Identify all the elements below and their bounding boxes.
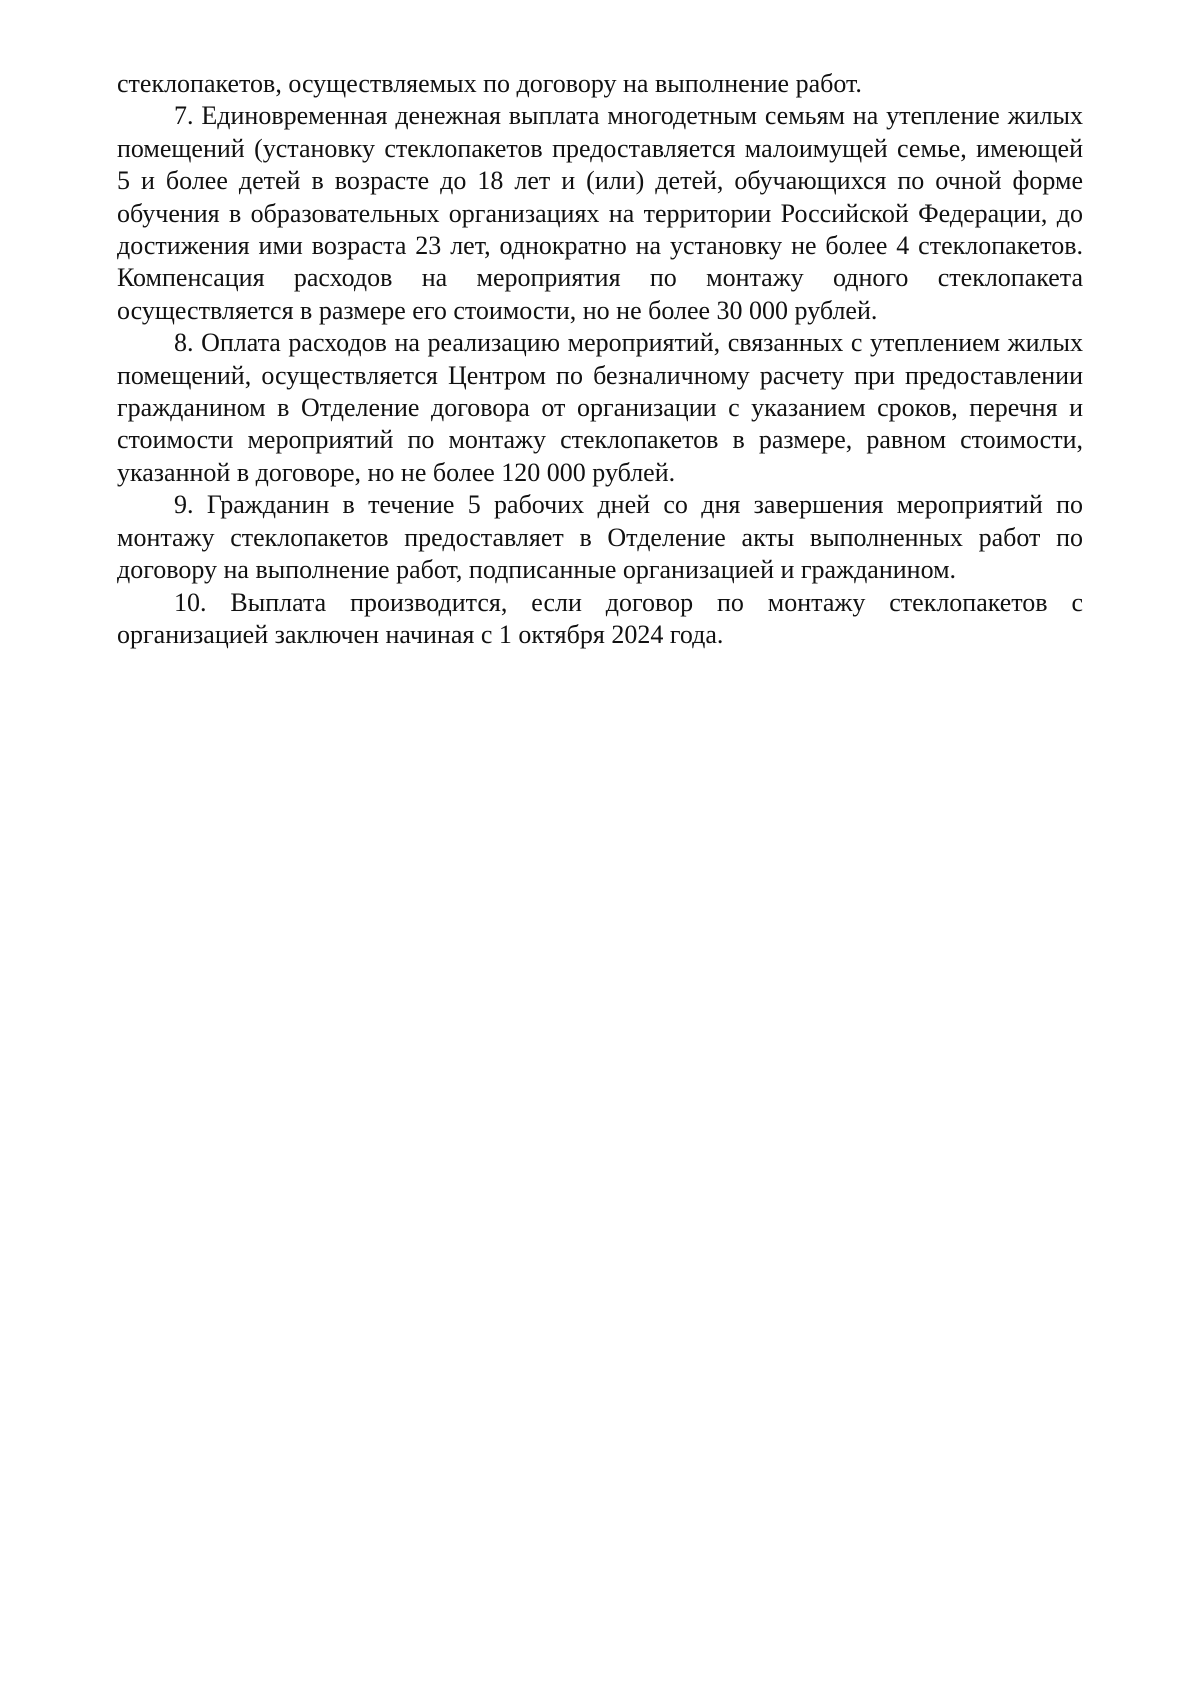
paragraph-text: Гражданин в течение 5 рабочих дней со дня завершения мероприятий по монтажу стеклопакетов предоставляет в Отделение акты выполненных работ по договору на выполнение работ, подписанные организацией и гражданином. <box>117 490 1083 585</box>
paragraph-item-10 <box>117 587 1083 652</box>
document-body <box>117 68 1083 651</box>
paragraph-number: 8. <box>174 328 194 358</box>
paragraph-number: 10. <box>174 587 207 617</box>
paragraph-continuation <box>117 68 1083 100</box>
paragraph-number: 7. <box>174 101 194 131</box>
paragraph-item-9 <box>117 489 1083 586</box>
paragraph-text: Единовременная денежная выплата многодетным семьям на утепление жилых помещений (установку стеклопакетов предоставляется малоимущей семье, имеющей 5 и более детей в возрасте до 18 лет и (или) детей, обучающихся по очной форме обучения в образовательных организациях на территории Российской Федерации, до достижения ими возраста 23 лет, однократно на установку не более 4 стеклопакетов. Компенсация расходов на мероприятия по монтажу одного стеклопакета осуществляется в размере его стоимости, но не более 30 000 рублей. <box>117 101 1084 325</box>
paragraph-text: стеклопакетов, осуществляемых по договору на выполнение работ. <box>117 69 862 98</box>
paragraph-number: 9. <box>174 490 194 520</box>
paragraph-item-8 <box>117 327 1083 489</box>
paragraph-text: Выплата производится, если договор по монтажу стеклопакетов с организацией заключен начиная с 1 октября 2024 года. <box>117 587 1084 649</box>
paragraph-item-7 <box>117 100 1083 327</box>
paragraph-text: Оплата расходов на реализацию мероприятий, связанных с утеплением жилых помещений, осуществляется Центром по безналичному расчету при предоставлении гражданином в Отделение договора от организации с указанием сроков, перечня и стоимости мероприятий по монтажу стеклопакетов в размере, равном стоимости, указанной в договоре, но не более 120 000 рублей. <box>117 328 1083 487</box>
